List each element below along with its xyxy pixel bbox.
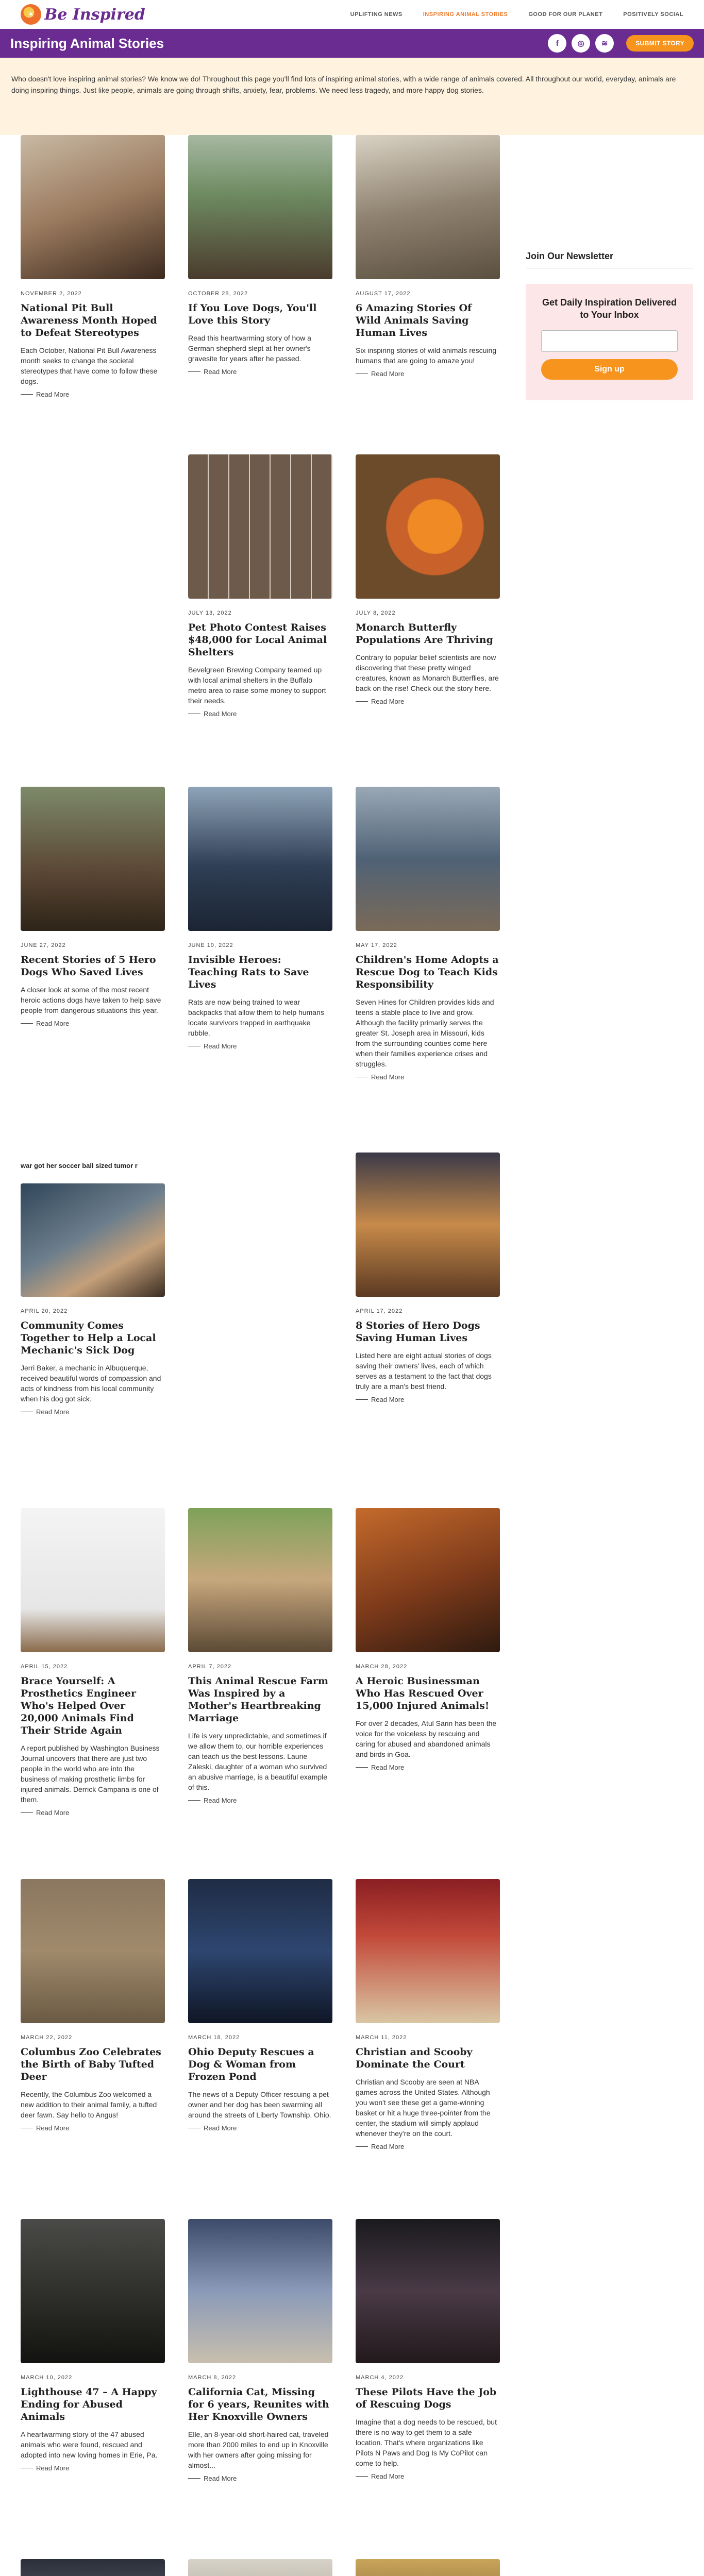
story-image[interactable] bbox=[188, 787, 332, 931]
read-more-link[interactable]: Read More bbox=[21, 2464, 165, 2472]
story-excerpt: A report published by Washington Business Journal uncovers that there are just two people in the world who are into the business of making prosthetic limbs for injured animals. Derrick Campana is one of them. bbox=[21, 1744, 160, 1804]
read-more-link[interactable]: Read More bbox=[188, 1797, 332, 1804]
story-date: MARCH 10, 2022 bbox=[21, 2375, 73, 2381]
story-date: JUNE 27, 2022 bbox=[21, 942, 66, 948]
story-excerpt: Life is very unpredictable, and sometimes if we allow them to, our horrible experiences can teach us the best lessons. Laurie Zaleski, daughter of a woman who survived an abusive marriage, is a beautiful example of this. bbox=[188, 1732, 328, 1791]
read-more-link[interactable]: Read More bbox=[188, 2124, 332, 2132]
story-image[interactable] bbox=[188, 2559, 332, 2576]
story-date: APRIL 7, 2022 bbox=[188, 1664, 232, 1670]
read-more-link[interactable]: Read More bbox=[356, 1764, 500, 1771]
story-title[interactable]: Monarch Butterfly Populations Are Thriving bbox=[356, 622, 493, 646]
story-card[interactable] bbox=[21, 1879, 165, 2132]
read-more-link[interactable]: Read More bbox=[356, 1073, 500, 1081]
story-image[interactable] bbox=[21, 1508, 165, 1652]
story-card[interactable] bbox=[188, 1508, 332, 1804]
story-image[interactable] bbox=[21, 1879, 165, 2023]
story-card[interactable] bbox=[356, 454, 500, 705]
story-card[interactable] bbox=[356, 1153, 500, 1403]
story-excerpt: Christian and Scooby are seen at NBA games across the United States. Although you won't see these get a game-winning basket or hit a huge three-pointer from the center, the stadium will simply applaud whenever they're on the court. bbox=[356, 2078, 491, 2138]
story-title[interactable]: National Pit Bull Awareness Month Hoped to Defeat Stereotypes bbox=[21, 302, 157, 338]
facebook-icon[interactable]: f bbox=[548, 34, 566, 53]
story-card[interactable] bbox=[356, 1879, 500, 2150]
story-card[interactable] bbox=[21, 135, 165, 398]
story-title[interactable]: Recent Stories of 5 Hero Dogs Who Saved Lives bbox=[21, 954, 156, 978]
story-date: MARCH 22, 2022 bbox=[21, 2035, 73, 2041]
story-image[interactable] bbox=[356, 1508, 500, 1652]
story-date: APRIL 20, 2022 bbox=[21, 1308, 68, 1314]
story-title[interactable]: 6 Amazing Stories Of Wild Animals Saving Human Lives bbox=[356, 302, 472, 338]
top-navigation bbox=[0, 0, 704, 29]
story-title[interactable]: Community Comes Together to Help a Local Mechanic's Sick Dog bbox=[21, 1320, 156, 1356]
story-title[interactable]: 8 Stories of Hero Dogs Saving Human Lives bbox=[356, 1320, 480, 1344]
instagram-icon[interactable]: ◎ bbox=[572, 34, 590, 53]
story-card[interactable] bbox=[21, 2559, 165, 2576]
read-more-link[interactable]: Read More bbox=[188, 1042, 332, 1050]
story-date: MARCH 4, 2022 bbox=[356, 2375, 404, 2381]
story-card[interactable] bbox=[356, 2219, 500, 2480]
nav-good-for-our-planet[interactable]: GOOD FOR OUR PLANET bbox=[528, 11, 603, 18]
story-date: OCTOBER 28, 2022 bbox=[188, 291, 248, 297]
submit-story-button[interactable]: SUBMIT STORY bbox=[626, 35, 694, 52]
read-more-link[interactable]: Read More bbox=[188, 710, 332, 718]
story-excerpt: Seven Hines for Children provides kids and teens a stable place to live and grow. Although the facility primarily serves the greater St. Joseph area in Missouri, kids from the surrounding counties come here when their families experience crises and struggles. bbox=[356, 998, 494, 1068]
newsletter-email-input[interactable] bbox=[541, 330, 678, 352]
story-title[interactable]: These Pilots Have the Job of Rescuing Dogs bbox=[356, 2386, 497, 2410]
story-date: MAY 17, 2022 bbox=[356, 942, 397, 948]
story-title[interactable]: Pet Photo Contest Raises $48,000 for Local Animal Shelters bbox=[188, 622, 327, 658]
story-excerpt: A heartwarming story of the 47 abused animals who were found, rescued and adopted into new loving homes in Erie, Pa. bbox=[21, 2430, 158, 2459]
newsletter-box bbox=[526, 284, 693, 400]
story-title[interactable]: A Heroic Businessman Who Has Rescued Over 15,000 Injured Animals! bbox=[356, 1675, 490, 1711]
sun-logo-icon: ☀ bbox=[21, 4, 41, 25]
story-image[interactable] bbox=[21, 135, 165, 279]
story-card[interactable] bbox=[356, 787, 500, 1081]
section-label: war got her soccer ball sized tumor r bbox=[21, 1162, 138, 1170]
story-image[interactable] bbox=[356, 2219, 500, 2363]
story-excerpt: Six inspiring stories of wild animals rescuing humans that are going to amaze you! bbox=[356, 346, 497, 365]
story-excerpt: Recently, the Columbus Zoo welcomed a new addition to their animal family, a tufted deer fawn. Say hello to Angus! bbox=[21, 2090, 157, 2119]
story-card[interactable] bbox=[188, 2219, 332, 2482]
page-title-band bbox=[0, 29, 704, 58]
story-title[interactable]: Children's Home Adopts a Rescue Dog to Teach Kids Responsibility bbox=[356, 954, 499, 990]
main-nav bbox=[350, 11, 683, 18]
story-date: AUGUST 17, 2022 bbox=[356, 291, 411, 297]
nav-inspiring-animal-stories[interactable]: INSPIRING ANIMAL STORIES bbox=[423, 11, 508, 18]
story-title[interactable]: If You Love Dogs, You'll Love this Story bbox=[188, 302, 317, 326]
story-image[interactable] bbox=[188, 1879, 332, 2023]
story-date: JUNE 10, 2022 bbox=[188, 942, 233, 948]
read-more-link[interactable]: Read More bbox=[356, 2143, 500, 2150]
story-excerpt: For over 2 decades, Atul Sarin has been the voice for the voiceless by rescuing and caring for abused and abandoned animals and birds in Goa. bbox=[356, 1719, 497, 1758]
story-image[interactable] bbox=[21, 787, 165, 931]
story-card[interactable] bbox=[188, 135, 332, 376]
story-title[interactable]: Columbus Zoo Celebrates the Birth of Baby Tufted Deer bbox=[21, 2046, 161, 2082]
nav-positively-social[interactable]: POSITIVELY SOCIAL bbox=[623, 11, 683, 18]
story-date: JULY 8, 2022 bbox=[356, 610, 396, 616]
sidebar-title: Join Our Newsletter bbox=[526, 251, 693, 268]
newsletter-heading: Get Daily Inspiration Delivered to Your Inbox bbox=[542, 297, 677, 320]
story-date: MARCH 8, 2022 bbox=[188, 2375, 237, 2381]
story-excerpt: Listed here are eight actual stories of dogs saving their owners' lives, each of which serves as a testament to the fact that dogs truly are a man's best friend. bbox=[356, 1351, 492, 1391]
story-excerpt: Elle, an 8-year-old short-haired cat, traveled more than 2000 miles to end up in Knoxville with her owners after going missing for almost... bbox=[188, 2430, 329, 2469]
story-date: MARCH 11, 2022 bbox=[356, 2035, 407, 2041]
story-card[interactable] bbox=[188, 1879, 332, 2132]
story-card[interactable] bbox=[356, 135, 500, 378]
read-more-link[interactable]: Read More bbox=[356, 698, 500, 705]
read-more-link[interactable]: Read More bbox=[356, 2472, 500, 2480]
read-more-link[interactable]: Read More bbox=[21, 2124, 165, 2132]
read-more-link[interactable]: Read More bbox=[21, 1809, 165, 1817]
story-image[interactable] bbox=[356, 454, 500, 599]
story-image[interactable] bbox=[356, 135, 500, 279]
story-title[interactable]: Brace Yourself: A Prosthetics Engineer Who's Helped Over 20,000 Animals Find Their Stride Again bbox=[21, 1675, 137, 1736]
story-excerpt: The news of a Deputy Officer rescuing a pet owner and her dog has been swarming all around the streets of Liberty Township, Ohio. bbox=[188, 2090, 331, 2119]
story-card[interactable] bbox=[21, 1508, 165, 1817]
read-more-link[interactable]: Read More bbox=[188, 2475, 332, 2482]
story-card[interactable] bbox=[21, 1183, 165, 1416]
story-date: MARCH 28, 2022 bbox=[356, 1664, 408, 1670]
read-more-link[interactable]: Read More bbox=[21, 1408, 165, 1416]
story-title[interactable]: Invisible Heroes: Teaching Rats to Save Lives bbox=[188, 954, 309, 990]
story-card[interactable] bbox=[188, 454, 332, 718]
page-title: Inspiring Animal Stories bbox=[10, 35, 164, 51]
story-excerpt: Rats are now being trained to wear backpacks that allow them to help humans locate survivors trapped in earthquake rubble. bbox=[188, 998, 324, 1037]
story-title[interactable]: This Animal Rescue Farm Was Inspired by a Mother's Heartbreaking Marriage bbox=[188, 1675, 329, 1724]
story-date: NOVEMBER 2, 2022 bbox=[21, 291, 82, 297]
story-grid bbox=[0, 135, 704, 2576]
story-image[interactable] bbox=[356, 1153, 500, 1297]
story-title[interactable]: California Cat, Missing for 6 years, Reunites with Her Knoxville Owners bbox=[188, 2386, 329, 2422]
story-card[interactable] bbox=[356, 2559, 500, 2576]
story-date: MARCH 18, 2022 bbox=[188, 2035, 240, 2041]
story-date: JULY 13, 2022 bbox=[188, 610, 232, 616]
story-image[interactable] bbox=[188, 135, 332, 279]
story-excerpt: Bevelgreen Brewing Company teamed up with local animal shelters in the Buffalo metro area to raise some money to support their needs. bbox=[188, 666, 326, 705]
story-excerpt: Read this heartwarming story of how a German shepherd slept at her owner's gravesite for years after he passed. bbox=[188, 334, 311, 363]
story-excerpt: Each October, National Pit Bull Awareness month seeks to change the societal stereotypes that have come to follow these dogs. bbox=[21, 346, 158, 385]
story-image[interactable] bbox=[188, 1508, 332, 1652]
story-excerpt: Jerri Baker, a mechanic in Albuquerque, received beautiful words of compassion and acts of kindness from his local community when his dog got sick. bbox=[21, 1364, 161, 1403]
read-more-link[interactable]: Read More bbox=[356, 1396, 500, 1403]
story-image[interactable] bbox=[188, 454, 332, 599]
logo-text: Be Inspired bbox=[44, 5, 145, 24]
site-logo[interactable] bbox=[21, 4, 145, 25]
story-image[interactable] bbox=[356, 1879, 500, 2023]
newsletter-sidebar bbox=[526, 251, 693, 400]
nav-uplifting-news[interactable]: UPLIFTING NEWS bbox=[350, 11, 403, 18]
story-image[interactable] bbox=[21, 2559, 165, 2576]
story-date: APRIL 15, 2022 bbox=[21, 1664, 68, 1670]
intro-text: Who doesn't love inspiring animal stories? We know we do! Throughout this page you'll find lots of inspiring animal stories, with a wide range of animals covered. All throughout our world, everyday, animals are doing inspiring things. Just like people, animals are going through shifts, anxiety, fear, problems. We need less tragedy, and more happy dog stories. bbox=[0, 58, 704, 135]
story-card[interactable] bbox=[356, 1508, 500, 1771]
story-card[interactable] bbox=[21, 787, 165, 1027]
story-excerpt: A closer look at some of the most recent heroic actions dogs have taken to help save people from dangerous situations this year. bbox=[21, 986, 161, 1014]
story-title[interactable]: Lighthouse 47 – A Happy Ending for Abused Animals bbox=[21, 2386, 157, 2422]
story-card[interactable] bbox=[188, 2559, 332, 2576]
story-image[interactable] bbox=[356, 2559, 500, 2576]
read-more-link[interactable]: Read More bbox=[21, 391, 165, 398]
story-title[interactable]: Ohio Deputy Rescues a Dog & Woman from Frozen Pond bbox=[188, 2046, 314, 2082]
story-image[interactable] bbox=[21, 2219, 165, 2363]
story-card[interactable] bbox=[21, 2219, 165, 2472]
story-title[interactable]: Christian and Scooby Dominate the Court bbox=[356, 2046, 473, 2070]
read-more-link[interactable]: Read More bbox=[188, 368, 332, 376]
read-more-link[interactable]: Read More bbox=[356, 370, 500, 378]
story-excerpt: Contrary to popular belief scientists are now discovering that these pretty winged creatures, known as Monarch Butterflies, are back on the rise! Check out the story here. bbox=[356, 653, 499, 692]
story-excerpt: Imagine that a dog needs to be rescued, but there is no way to get them to a safe location. That's where organizations like Pilots N Paws and Dog Is My CoPilot can come to help. bbox=[356, 2418, 497, 2467]
story-image[interactable] bbox=[21, 1183, 165, 1297]
rss-icon[interactable]: ≋ bbox=[595, 34, 614, 53]
read-more-link[interactable]: Read More bbox=[21, 1020, 165, 1027]
story-date: APRIL 17, 2022 bbox=[356, 1308, 403, 1314]
story-image[interactable] bbox=[188, 2219, 332, 2363]
story-image[interactable] bbox=[356, 787, 500, 931]
story-card[interactable] bbox=[188, 787, 332, 1050]
sign-up-button[interactable]: Sign up bbox=[541, 359, 678, 380]
